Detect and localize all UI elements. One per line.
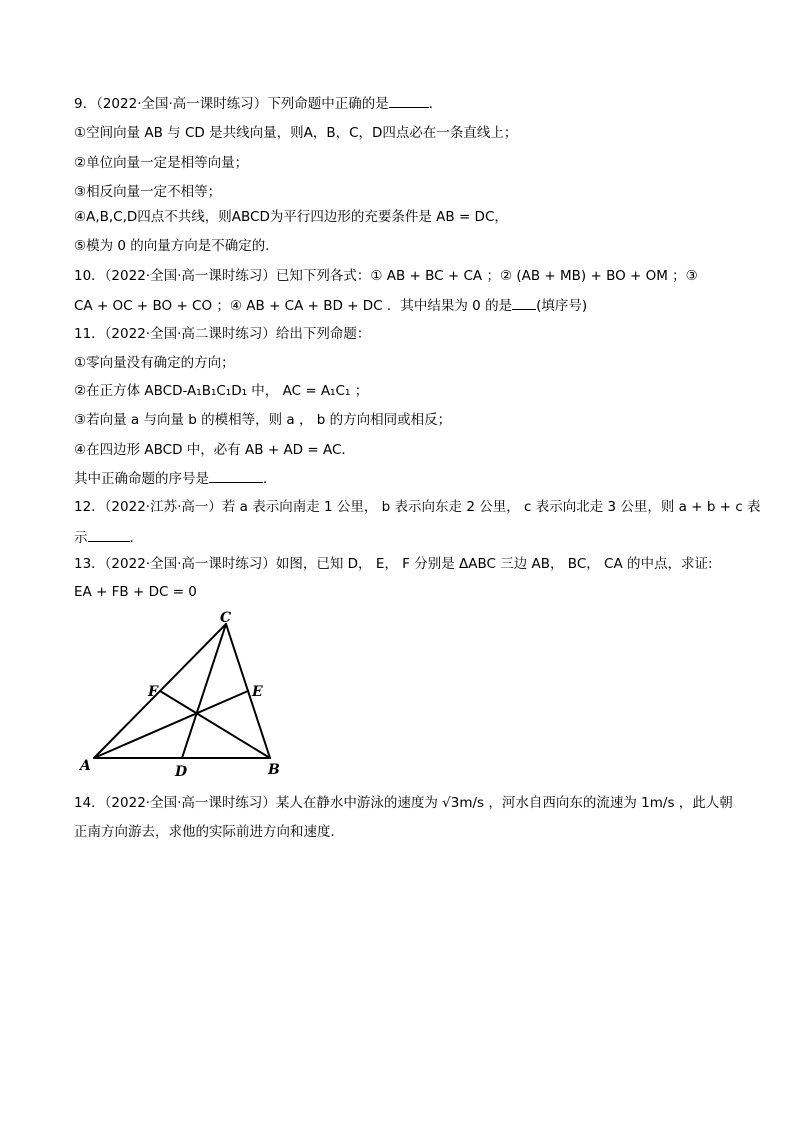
q10-line-2: CA + OC + BO + CO ；④ AB + CA + BD + DC ．其中结果为 0 的是 (填序号) <box>74 295 587 316</box>
q9-option-2: ②单位向量一定是相等向量； <box>74 155 249 171</box>
q9-stem: 9．（2022·全国·高一课时练习）下列命题中正确的是 ． <box>74 93 442 114</box>
q11-option-4: ④在四边形 ABCD 中，必有 AB + AD = AC． <box>74 442 355 458</box>
median-ae <box>94 691 248 758</box>
answer-blank[interactable] <box>209 468 263 483</box>
q9-option-5: ⑤模为 0 的向量方向是不确定的． <box>74 238 279 254</box>
q11-stem: 11．（2022·全国·高二课时练习）给出下列命题： <box>74 326 371 342</box>
q13-line-2: EA + FB + DC = 0 <box>74 584 197 600</box>
label-b: B <box>268 762 280 778</box>
median-cd <box>182 624 226 758</box>
q9-option-3: ③相反向量一定不相等； <box>74 184 222 200</box>
q11-option-1: ①零向量没有确定的方向； <box>74 355 235 371</box>
label-e: E <box>252 684 263 700</box>
answer-blank[interactable] <box>389 93 429 108</box>
q14-line-2: 正南方向游去，求他的实际前进方向和速度． <box>74 824 344 840</box>
q12-line-2: 示 ． <box>74 527 143 548</box>
triangle-figure <box>74 606 294 778</box>
label-c: C <box>220 610 232 626</box>
q9-option-4: ④A,B,C,D四点不共线，则ABCD为平行四边形的充要条件是 AB = DC， <box>74 209 508 225</box>
q13-line-1: 13．（2022·全国·高一课时练习）如图，已知 D， E， F 分别是 ΔABC 三边 AB， BC， CA 的中点，求证: <box>74 556 713 572</box>
answer-blank[interactable] <box>88 527 130 542</box>
label-d: D <box>175 764 188 778</box>
label-f: F <box>148 684 158 700</box>
q12-line-1: 12．（2022·江苏·高一）若 a 表示向南走 1 公里， b 表示向东走 2 公里， c 表示向北走 3 公里，则 a + b + c 表 <box>74 499 761 515</box>
q11-option-2: ②在正方体 ABCD-A₁B₁C₁D₁ 中， AC = A₁C₁ ； <box>74 383 369 399</box>
q10-line-1: 10．（2022·全国·高一课时练习）已知下列各式：① AB + BC + CA ；② (AB + MB) + BO + OM ；③ <box>74 268 698 284</box>
label-a: A <box>80 758 91 774</box>
q14-line-1: 14．（2022·全国·高一课时练习）某人在静水中游泳的速度为 √3m/s ，河水自西向东的流速为 1m/s ，此人朝 <box>74 795 733 811</box>
q9-option-1: ①空间向量 AB 与 CD 是共线向量，则A，B，C，D四点必在一条直线上； <box>74 125 518 141</box>
median-bf <box>160 691 270 758</box>
q11-ask: 其中正确命题的序号是 ． <box>74 468 277 489</box>
answer-blank[interactable] <box>512 295 536 310</box>
q11-option-3: ③若向量 a 与向量 b 的模相等，则 a ， b 的方向相同或相反； <box>74 412 452 428</box>
